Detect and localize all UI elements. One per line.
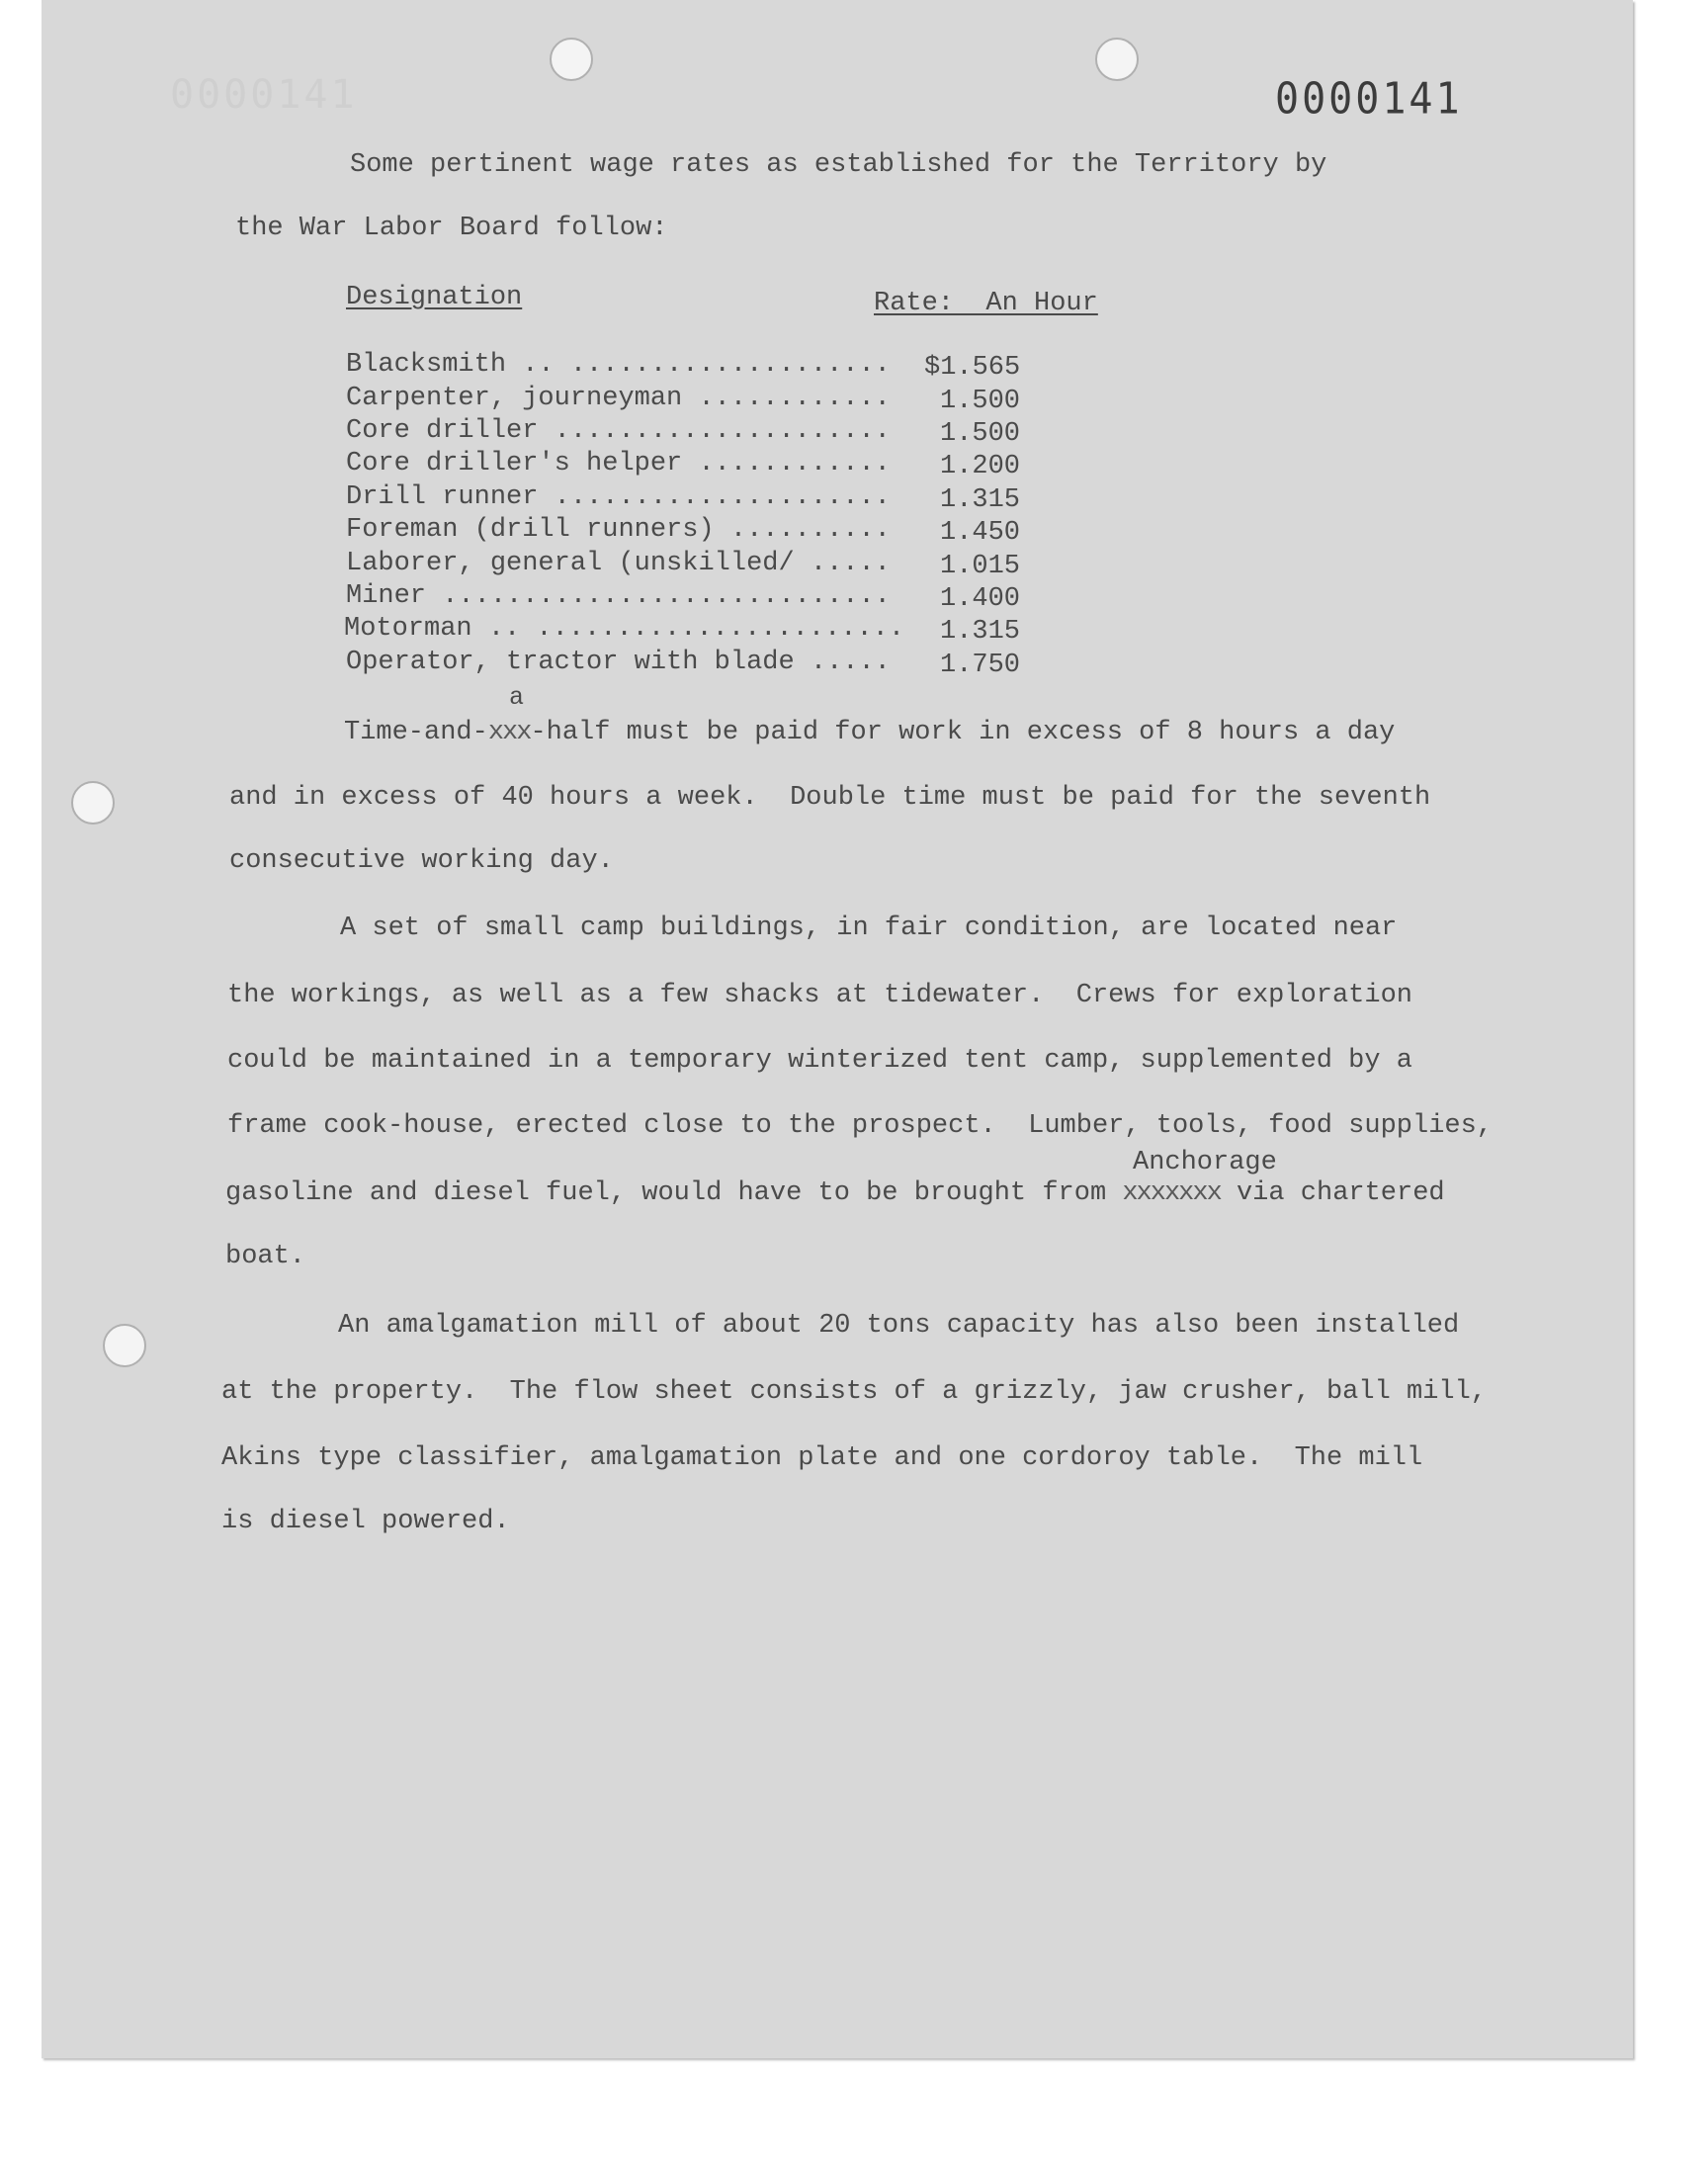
- mill-line-2: at the property. The flow sheet consists of a grizzly, jaw crusher, ball mill,: [221, 1377, 1488, 1407]
- rate-cell: 1.500: [940, 387, 1021, 416]
- rate-cell: 1.500: [940, 419, 1021, 449]
- designation-cell: Core driller .....................: [346, 416, 891, 446]
- rate-cell: 1.015: [940, 552, 1021, 581]
- designation-cell: Operator, tractor with blade .....: [346, 648, 891, 677]
- camp-line-4: frame cook-house, erected close to the prospect. Lumber, tools, food supplies,: [227, 1111, 1494, 1141]
- rate-cell: 1.315: [940, 485, 1021, 515]
- camp-line-6: boat.: [225, 1242, 306, 1271]
- rate-cell: 1.400: [940, 584, 1021, 614]
- struck-out-text: xxxxxxx: [1122, 1178, 1221, 1208]
- punch-hole-left-lower: [103, 1324, 146, 1367]
- mill-line-1: An amalgamation mill of about 20 tons capacity has also been installed: [338, 1311, 1460, 1341]
- camp-line-5-start: gasoline and diesel fuel, would have to be brought from: [225, 1178, 1123, 1208]
- mill-line-4: is diesel powered.: [221, 1507, 510, 1536]
- struck-out-text: xxx: [487, 718, 531, 747]
- overtime-line-3: consecutive working day.: [229, 846, 614, 876]
- designation-cell: Drill runner .....................: [346, 482, 891, 512]
- camp-insert-anchorage: Anchorage: [1133, 1148, 1277, 1177]
- document-number-stamp: 0000141: [1275, 73, 1463, 125]
- rate-cell: 1.200: [940, 452, 1021, 481]
- designation-cell: Core driller's helper ............: [346, 449, 891, 478]
- document-page: [42, 0, 1633, 2058]
- overtime-line-1: [344, 720, 1395, 746]
- designation-cell: Motorman .. .......................: [344, 614, 905, 644]
- designation-cell: Foreman (drill runners) ..........: [346, 515, 891, 545]
- rate-cell: 1.750: [940, 651, 1021, 680]
- camp-line-5-end: via chartered: [1220, 1178, 1445, 1208]
- punch-hole-top-left: [550, 38, 593, 81]
- camp-line-5: [225, 1180, 1445, 1207]
- table-header-designation: Designation: [346, 283, 523, 312]
- rate-cell: 1.450: [940, 518, 1021, 548]
- table-header-rate: Rate: An Hour: [874, 289, 1098, 318]
- overtime-line-2: and in excess of 40 hours a week. Double time must be paid for the seventh: [229, 783, 1431, 813]
- rate-cell: 1.315: [940, 617, 1021, 647]
- punch-hole-top-right: [1095, 38, 1139, 81]
- designation-cell: Blacksmith .. ....................: [346, 350, 891, 380]
- mill-line-3: Akins type classifier, amalgamation plate and one cordoroy table. The mill: [221, 1443, 1423, 1473]
- intro-line-2: the War Labor Board follow:: [235, 214, 668, 243]
- bleed-through-stamp: 0000141: [170, 72, 358, 118]
- camp-line-1: A set of small camp buildings, in fair condition, are located near: [340, 914, 1398, 943]
- designation-cell: Carpenter, journeyman ............: [346, 384, 891, 413]
- camp-line-2: the workings, as well as a few shacks at tidewater. Crews for exploration: [227, 981, 1412, 1010]
- overtime-line-1-end: -half must be paid for work in excess of 8 hours a day: [530, 718, 1396, 747]
- rate-cell: $1.565: [924, 353, 1021, 383]
- designation-cell: Miner ............................: [346, 581, 891, 611]
- intro-line-1: Some pertinent wage rates as established for the Territory by: [350, 150, 1327, 180]
- punch-hole-left-upper: [71, 781, 115, 825]
- designation-cell: Laborer, general (unskilled/ .....: [346, 549, 891, 578]
- overtime-line-1-start: Time-and-: [344, 718, 488, 747]
- camp-line-3: could be maintained in a temporary winterized tent camp, supplemented by a: [227, 1046, 1412, 1076]
- overtime-insert: a: [509, 683, 525, 712]
